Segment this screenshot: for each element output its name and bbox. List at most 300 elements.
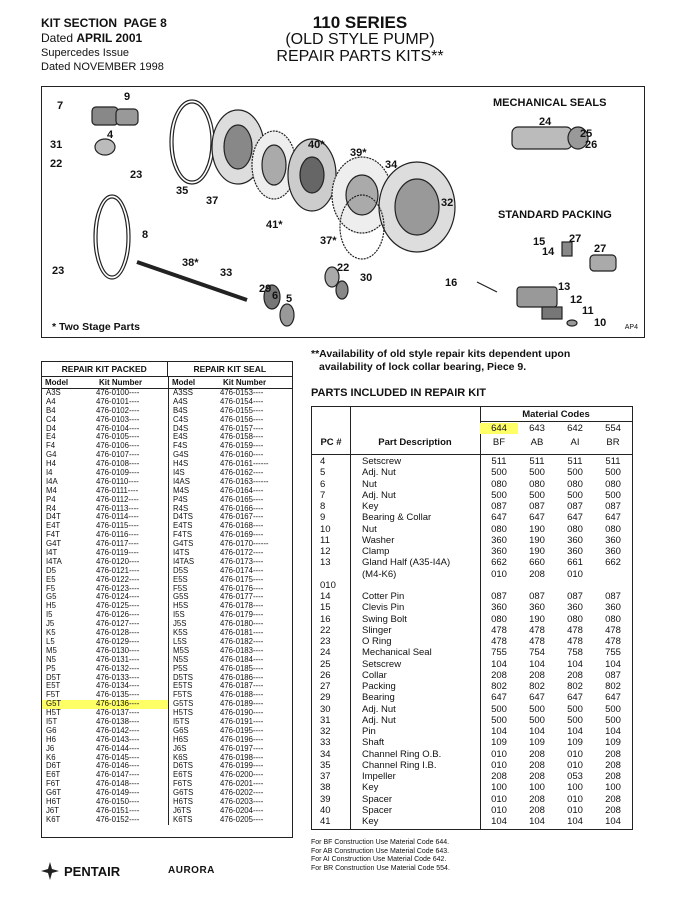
kit-model-packed: E5T [46,682,61,691]
part-code-642: 109 [567,737,583,749]
kit-row [42,736,292,745]
part-code-643: 660 [529,557,545,569]
kit-number-seal: 476-0191---- [220,717,264,726]
kit-number-packed: 476-0149---- [96,789,169,798]
callout-33: 33 [220,267,233,279]
part-code-554: 500 [605,703,621,715]
availability-line2: availability of lock collar bearing, Piece 9. [319,361,527,373]
kit-number-seal: 476-0185---- [220,664,264,673]
part-code-642: 053 [567,771,583,782]
kit-row [42,398,292,407]
kit-row [42,745,292,754]
part-pc: 34 [320,748,331,760]
part-code-644: 109 [491,737,507,749]
pentair-mark-icon [41,862,59,880]
part-desc: Washer [362,534,395,546]
kit-model-packed: P4 [46,495,56,504]
pentair-logo [41,862,120,880]
kit-model-seal: I4S [173,469,185,478]
callout-22: 22 [50,158,63,170]
part-code-643: 208 [529,759,545,771]
part-desc: Nut [362,523,377,535]
kit-number-seal: 476-0203---- [220,797,264,806]
kit-model-packed: J6T [46,806,59,815]
aurora-logo: AURORA [168,865,215,876]
kit-number-seal: 476-0182---- [220,637,264,646]
kit-number-packed: 476-0106---- [96,442,169,451]
callout-10: 10 [594,317,607,329]
part-code-642: 500 [567,703,583,715]
kit-row [42,576,292,585]
kit-model-seal: D4S [173,424,189,433]
kit-number-seal: 476-0175---- [220,575,264,584]
kit-model-packed: F5T [46,691,60,700]
part-row [312,806,632,816]
kit-number-packed: 476-0126---- [96,611,169,620]
kit-model-packed: K6T [46,815,61,824]
part-code-643: 080 [529,478,545,490]
part-desc: Impeller [362,771,396,782]
part-code-554: 500 [605,467,621,479]
kit-model-seal: P5S [173,664,188,673]
callout-5: 5 [286,293,293,305]
callout-6: 6 [272,290,279,302]
desc-header: Part Description [378,437,452,448]
part-code-642: 104 [567,658,583,670]
part-pc: 41 [320,816,331,827]
part-code-643: 208 [529,669,545,681]
part-code-643: 802 [529,681,545,692]
part-row [312,615,632,625]
kit-model-seal: H5S [173,602,189,611]
part-code-642: 104 [567,726,583,737]
kit-model-seal: D5TS [173,673,193,682]
kit-model-packed: H5T [46,709,61,718]
two-stage-note: * Two Stage Parts [52,321,140,333]
part-code-642: 080 [567,613,583,625]
part-code-643: 500 [529,714,545,726]
part-row [312,705,632,715]
part-code-642: 647 [567,512,583,524]
callout-38: 38* [182,257,199,269]
kit-model-seal: M5S [173,646,190,655]
part-pc: 15 [320,602,331,614]
kit-model-seal: G5TS [173,700,194,709]
kit-model-packed: G5T [42,700,96,709]
letter-br: BR [606,437,620,448]
callout-4: 4 [107,129,114,141]
part-code-642: 478 [567,636,583,647]
footnotes [311,839,450,873]
part-code-643: 208 [529,748,545,760]
kit-number-seal: 476-0169---- [220,531,264,540]
callout-41: 41* [266,219,283,231]
kit-number-seal: 476-0167---- [220,513,264,522]
kit-number-seal: 476-0202---- [220,789,264,798]
kit-model-seal: G5S [173,593,189,602]
kit-number-packed: 476-0124---- [96,593,169,602]
part-desc: (M4-K6) [362,568,397,580]
part-code-644: 080 [491,613,507,625]
part-desc: Gland Half (A35-I4A) [362,557,451,569]
part-row [312,513,632,523]
kit-row [42,620,292,629]
kit-model-packed: F4T [46,531,60,540]
part-row [312,660,632,670]
part-row [312,783,632,793]
kit-row [42,780,292,789]
part-code-644: 500 [491,467,507,479]
part-code-554 [594,581,632,591]
code-554: 554 [605,423,621,434]
part-desc: Bearing [362,692,395,704]
kit-model-seal: F5TS [173,691,193,700]
kit-row [42,416,292,425]
kit-number-packed: 476-0132---- [96,665,169,674]
kit-number-packed: 476-0109---- [96,469,169,478]
kit-model-packed: C4 [46,415,56,424]
part-desc: Mechanical Seal [362,647,432,659]
kit-model-packed: G4T [46,540,62,549]
callout-13: 13 [558,281,571,293]
part-code-554: 208 [605,771,621,782]
kit-row [42,425,292,434]
part-desc: Collar [362,669,387,681]
kit-model-packed: H6T [46,797,61,806]
kit-number-packed: 476-0137---- [96,709,169,718]
material-codes-label: Material Codes [522,409,590,420]
part-code-642: 100 [567,782,583,794]
part-code-644: 755 [491,647,507,659]
kit-model-packed: D4T [46,513,61,522]
part-row [312,750,632,760]
kit-row [42,567,292,576]
kit-row [42,585,292,594]
part-pc: 7 [320,489,326,501]
kit-model-packed: J6 [46,744,55,753]
part-row [312,716,632,726]
part-code-642: 360 [567,546,583,557]
part-code-644: 500 [491,714,507,726]
part-code-554: 087 [605,591,621,602]
part-pc: 24 [320,647,331,659]
parts-title: PARTS INCLUDED IN REPAIR KIT [311,387,486,399]
kit-row [42,549,292,558]
kit-model-packed: I4 [46,469,53,478]
part-code-554: 360 [605,534,621,546]
part-code-642: 080 [567,523,583,535]
kit-model-packed: R4 [46,504,56,513]
page-title [230,14,490,65]
repair-kit-table [41,361,293,838]
kit-number-packed: 476-0111---- [96,487,169,496]
kit-model-packed: J5 [46,620,55,629]
kit-row [42,709,292,718]
part-pc: 16 [320,613,331,625]
kit-number-packed: 476-0117---- [96,540,169,549]
kit-number-packed: 476-0145---- [96,754,169,763]
kit-row [42,691,292,700]
callout-9: 9 [124,91,131,103]
kit-number-seal: 476-0187---- [220,682,264,691]
part-code-644: 080 [491,523,507,535]
kit-row [42,522,292,531]
callout-15: 15 [533,236,546,248]
pc-header: PC # [320,437,342,448]
kit-number-seal: 476-0158---- [220,433,264,442]
part-code-554: 087 [605,501,621,512]
kit-model-seal: E4TS [173,522,193,531]
part-code-643: 104 [529,726,545,737]
kit-model-packed: E5 [46,575,56,584]
kit-model-packed: G4 [46,451,57,460]
kit-number-packed: 476-0129---- [96,638,169,647]
part-pc: 30 [320,703,331,715]
part-code-643: 190 [529,534,545,546]
kit-model-packed: N5 [46,655,56,664]
kit-number-packed: 476-0102---- [96,407,169,416]
kit-model-seal: R4S [173,504,189,513]
part-pc [312,570,350,580]
availability-line1: **Availability of old style repair kits dependent upon [311,348,571,360]
kit-row [42,718,292,727]
part-code-554: 360 [605,602,621,614]
kit-number-seal: 476-0186---- [220,673,264,682]
kit-number-seal: 476-0153---- [220,389,264,397]
part-code-644: 360 [491,534,507,546]
kit-model-seal: I5TS [173,717,190,726]
kit-number-packed: 476-0142---- [96,727,169,736]
part-code-642: 511 [567,456,583,467]
kit-number-packed: 476-0100---- [96,389,169,398]
kit-model-packed: H6 [46,735,56,744]
part-desc: Setscrew [362,456,402,467]
part-code-644: 360 [491,602,507,614]
part-pc: 39 [320,793,331,805]
part-code-554: 647 [605,692,621,704]
part-row [312,682,632,692]
kit-model-packed: D5 [46,566,56,575]
kit-model-seal: C4S [173,415,189,424]
kit-number-packed: 476-0103---- [96,416,169,425]
part-row [312,637,632,647]
kit-number-seal: 476-0180---- [220,620,264,629]
part-desc: Key [362,782,379,794]
kit-row [42,700,292,709]
kit-model-seal: I4TS [173,549,190,558]
part-code-644: 010 [491,759,507,771]
kit-model-seal: D6TS [173,762,193,771]
kit-number-seal: 476-0189---- [220,700,264,709]
kit-number-seal: 476-0177---- [220,593,264,602]
letter-ai: AI [570,437,580,448]
kit-model-seal: B4S [173,406,188,415]
footnote-bf: For BF Construction Use Material Code 644. [311,839,450,846]
kit-model-seal: G6TS [173,789,194,798]
part-code-554: 360 [605,546,621,557]
callout-27: 27 [569,233,582,245]
part-code-644: 478 [491,636,507,647]
kit-row [42,647,292,656]
part-code-554: 080 [605,523,621,535]
kit-model-seal: G4TS [173,540,194,549]
seal-title: REPAIR KIT SEAL [193,364,267,374]
kit-model-packed: F6T [46,780,60,789]
footnote-ab: For AB Construction Use Material Code 643. [311,847,450,855]
callout-23: 23 [130,169,143,181]
kit-row [42,407,292,416]
packed-title: REPAIR KIT PACKED [42,362,168,376]
part-code-554: 478 [605,636,621,647]
kit-model-packed: G6 [46,726,57,735]
kit-number-seal: 476-0205---- [220,815,264,824]
kit-model-seal: D4TS [173,513,193,522]
part-code-554: 500 [605,714,621,726]
callout-39: 39* [350,147,367,159]
part-code-554: 100 [605,782,621,794]
kit-model-seal: F5S [173,584,188,593]
part-desc: Clamp [362,546,390,557]
callout-31: 31 [50,139,63,151]
part-desc: Slinger [362,624,392,636]
kit-model-seal: E6TS [173,771,193,780]
kit-number-seal: 476-0184---- [220,655,264,664]
part-code-642: 647 [567,692,583,704]
kit-model-packed: I4A [46,477,58,486]
part-code-554: 104 [605,726,621,737]
part-code-642: 080 [567,478,583,490]
kit-model-packed: I4T [46,549,58,558]
part-pc: 12 [320,546,331,557]
callout-7: 7 [57,100,64,112]
part-pc: 31 [320,714,331,726]
part-code-642 [556,581,594,591]
kit-model-packed: I5T [46,717,58,726]
kit-model-packed: K6 [46,753,56,762]
part-code-642: 500 [567,714,583,726]
kit-model-seal: E5TS [173,682,193,691]
kit-model-packed: B4 [46,406,56,415]
code-643: 643 [529,423,545,434]
kit-number-packed: 476-0101---- [96,398,169,407]
kit-model-seal: J6S [173,744,187,753]
kit-number-seal: 476-0199---- [220,762,264,771]
material-letters-row [480,437,632,448]
kit-model-packed: G6T [46,789,62,798]
kit-number-packed: 476-0128---- [96,629,169,638]
part-code-643: 104 [529,658,545,670]
kit-number-packed: 476-0105---- [96,433,169,442]
kit-model-seal: L5S [173,637,187,646]
kit-number-packed: 476-0116---- [96,531,169,540]
part-desc [350,581,480,591]
kit-number-seal: 476-0200---- [220,771,264,780]
part-pc: 11 [320,534,330,546]
part-code-554: 208 [605,759,621,771]
kit-model-packed: P5 [46,664,56,673]
kit-number-seal: 476-0198---- [220,753,264,762]
part-pc: 14 [320,591,331,602]
col-kit-seal: Kit Number [223,378,267,387]
kit-model-seal: E5S [173,575,188,584]
kit-row [42,674,292,683]
kit-row [42,771,292,780]
kit-number-packed: 476-0138---- [96,718,169,727]
part-pc: 5 [320,467,326,479]
part-desc: Cotter Pin [362,591,405,602]
kit-model-seal: G6S [173,726,189,735]
part-code-642: 758 [567,647,583,659]
part-code-644: 010 [491,748,507,760]
kit-row [42,487,292,496]
kit-number-seal: 476-0179---- [220,611,264,620]
footnote-br: For BR Construction Use Material Code 554. [311,864,450,872]
figure-ref: AP4 [624,324,638,331]
part-pc: 27 [320,681,331,692]
part-row [312,738,632,748]
kit-number-packed: 476-0113---- [96,505,169,514]
kit-row [42,629,292,638]
part-desc: Channel Ring I.B. [362,759,437,771]
callout-37b: 37* [320,235,337,247]
part-code-642: 360 [567,534,583,546]
kit-model-packed: L5 [46,637,55,646]
part-code-554: 208 [605,748,621,760]
part-code-644: 802 [491,681,507,692]
kit-number-packed: 476-0108---- [96,460,169,469]
kit-row [42,656,292,665]
kit-number-seal: 476-0163------ [220,477,269,486]
part-code-643: 500 [529,489,545,501]
part-pc: 33 [320,737,331,749]
kit-number-seal: 476-0166---- [220,504,264,513]
part-row [312,795,632,805]
part-code-554: 755 [605,647,621,659]
kit-number-seal: 476-0156---- [220,415,264,424]
kit-model-packed: I4TA [46,557,62,566]
kit-number-packed: 476-0107---- [96,451,169,460]
part-code-644: 500 [491,703,507,715]
part-code-642: 802 [567,681,583,692]
part-code-643: 087 [529,501,545,512]
kit-model-packed: F5 [46,584,56,593]
pentair-text: PENTAIR [64,863,121,879]
part-code-644: 208 [491,771,507,782]
part-pc: 22 [320,624,331,636]
kit-model-packed: F4 [46,442,56,451]
kit-number-packed: 476-0112---- [96,496,169,505]
kit-number-seal: 476-0172---- [220,549,264,558]
part-row [312,693,632,703]
kit-number-seal: 476-0181---- [220,629,264,638]
part-code-644: 104 [491,726,507,737]
part-row [312,480,632,490]
kit-model-seal: M4S [173,486,190,495]
page-number: PAGE 8 [123,16,167,30]
kit-number-seal: 476-0197---- [220,744,264,753]
footnote-ai: For AI Construction Use Material Code 642. [311,856,447,864]
kit-row [42,727,292,736]
availability-note [311,348,570,374]
kit-model-packed: A3S [46,389,61,397]
kit-row [42,558,292,567]
kit-row [42,593,292,602]
kit-model-packed: E6T [46,771,61,780]
supersedes: Supercedes Issue [41,47,130,59]
part-row [312,536,632,546]
part-code-643: 208 [529,804,545,816]
part-code-554: 647 [605,512,621,524]
